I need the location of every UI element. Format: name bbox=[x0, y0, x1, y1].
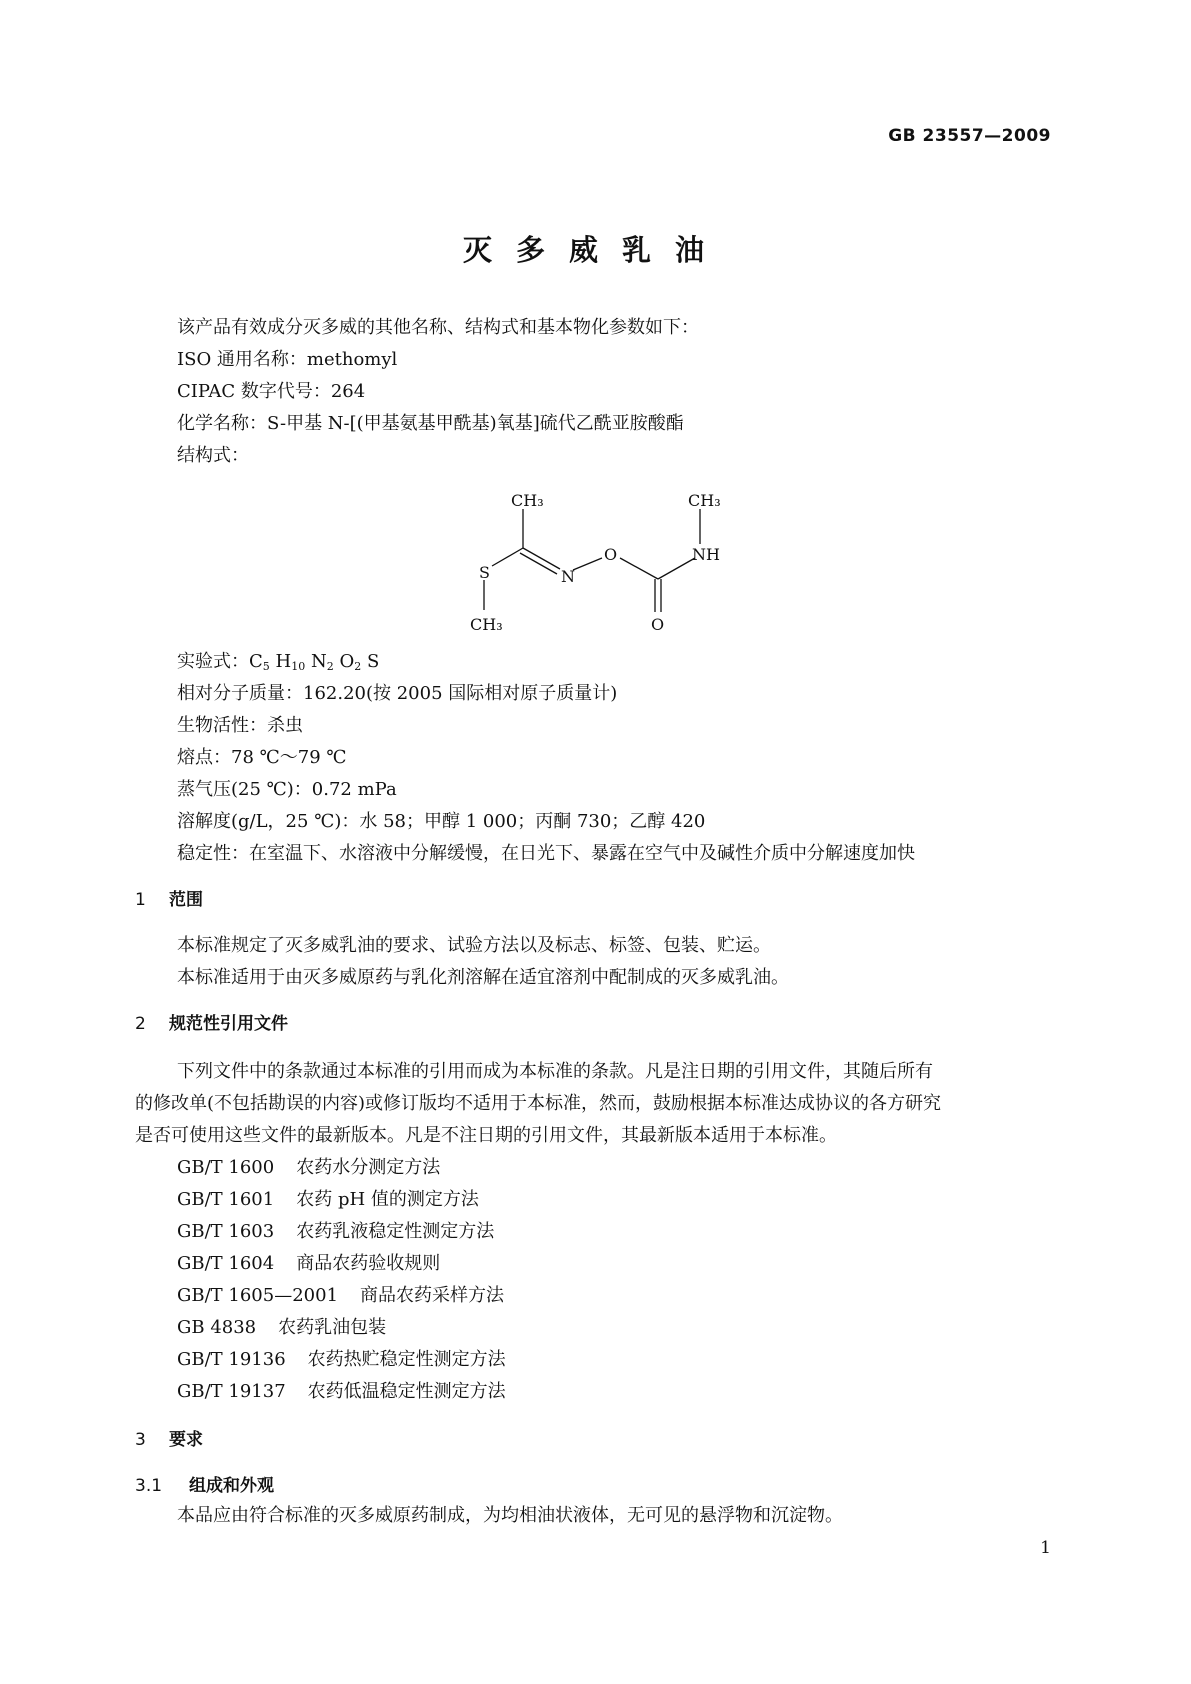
structural-formula bbox=[440, 478, 770, 638]
oxygen-link-label: O bbox=[604, 545, 618, 564]
section-1-line: 本标准规定了灭多威乳油的要求、试验方法以及标志、标签、包装、贮运。 bbox=[177, 935, 771, 956]
reference-item: GB/T 19137 农药低温稳定性测定方法 bbox=[177, 1381, 506, 1402]
nitrogen-label: N bbox=[561, 567, 575, 586]
section-3-1-text: 本品应由符合标准的灭多威原药制成，为均相油状液体，无可见的悬浮物和沉淀物。 bbox=[177, 1505, 843, 1526]
carbonyl-oxygen-label: O bbox=[651, 615, 665, 634]
structure-label: 结构式： bbox=[177, 445, 249, 466]
solubility: 溶解度(g/L，25 ℃)：水 58；甲醇 1 000；丙酮 730；乙醇 420 bbox=[177, 811, 706, 832]
standard-number: GB 23557—2009 bbox=[888, 126, 1051, 146]
document-title: 灭多威乳油 bbox=[462, 233, 728, 267]
iso-name: ISO 通用名称：methomyl bbox=[177, 349, 398, 370]
vapor-pressure: 蒸气压(25 ℃)：0.72 mPa bbox=[177, 779, 397, 800]
nh-label: NH bbox=[692, 545, 720, 564]
reference-item: GB/T 1600 农药水分测定方法 bbox=[177, 1157, 441, 1178]
melting-point: 熔点：78 ℃～79 ℃ bbox=[177, 747, 347, 768]
reference-item: GB/T 1604 商品农药验收规则 bbox=[177, 1253, 441, 1274]
chemical-name: 化学名称：S-甲基 N-[(甲基氨基甲酰基)氧基]硫代乙酰亚胺酸酯 bbox=[177, 413, 684, 434]
ch3-label-top-right: CH₃ bbox=[688, 491, 721, 510]
reference-item: GB/T 1605—2001 商品农药采样方法 bbox=[177, 1285, 505, 1306]
reference-item: GB/T 1603 农药乳液稳定性测定方法 bbox=[177, 1221, 495, 1242]
ch3-label-bottom: CH₃ bbox=[470, 615, 503, 634]
reference-item: GB/T 19136 农药热贮稳定性测定方法 bbox=[177, 1349, 506, 1370]
empirical-formula: 实验式：$C_5$ $H_{10}$ $N_2$ $O_2$ S bbox=[177, 651, 380, 673]
section-1-line: 本标准适用于由灭多威原药与乳化剂溶解在适宜溶剂中配制成的灭多威乳油。 bbox=[177, 967, 789, 988]
section-2-para-line: 下列文件中的条款通过本标准的引用而成为本标准的条款。凡是注日期的引用文件，其随后所有 bbox=[177, 1061, 933, 1082]
section-1-heading: 1 范围 bbox=[135, 890, 203, 910]
page-number: 1 bbox=[1040, 1538, 1051, 1558]
reference-item: GB/T 1601 农药 pH 值的测定方法 bbox=[177, 1189, 479, 1210]
bio-activity: 生物活性：杀虫 bbox=[177, 715, 303, 736]
section-2-para-line: 的修改单(不包括勘误的内容)或修订版均不适用于本标准，然而，鼓励根据本标准达成协议的各方研究 bbox=[135, 1093, 942, 1114]
cipac-code: CIPAC 数字代号：264 bbox=[177, 381, 366, 402]
section-2-heading: 2 规范性引用文件 bbox=[135, 1014, 288, 1034]
stability: 稳定性：在室温下、水溶液中分解缓慢，在日光下、暴露在空气中及碱性介质中分解速度加快 bbox=[177, 843, 915, 864]
ch3-label-top-left: CH₃ bbox=[511, 491, 544, 510]
sulfur-label: S bbox=[479, 563, 490, 582]
section-3-1-heading: 3.1 组成和外观 bbox=[135, 1476, 274, 1496]
intro-lead: 该产品有效成分灭多威的其他名称、结构式和基本物化参数如下： bbox=[177, 317, 699, 338]
reference-item: GB 4838 农药乳油包装 bbox=[177, 1317, 387, 1338]
section-3-heading: 3 要求 bbox=[135, 1430, 203, 1450]
molecular-mass: 相对分子质量：162.20(按 2005 国际相对原子质量计) bbox=[177, 683, 618, 704]
section-2-para-line: 是否可使用这些文件的最新版本。凡是不注日期的引用文件，其最新版本适用于本标准。 bbox=[135, 1125, 837, 1146]
